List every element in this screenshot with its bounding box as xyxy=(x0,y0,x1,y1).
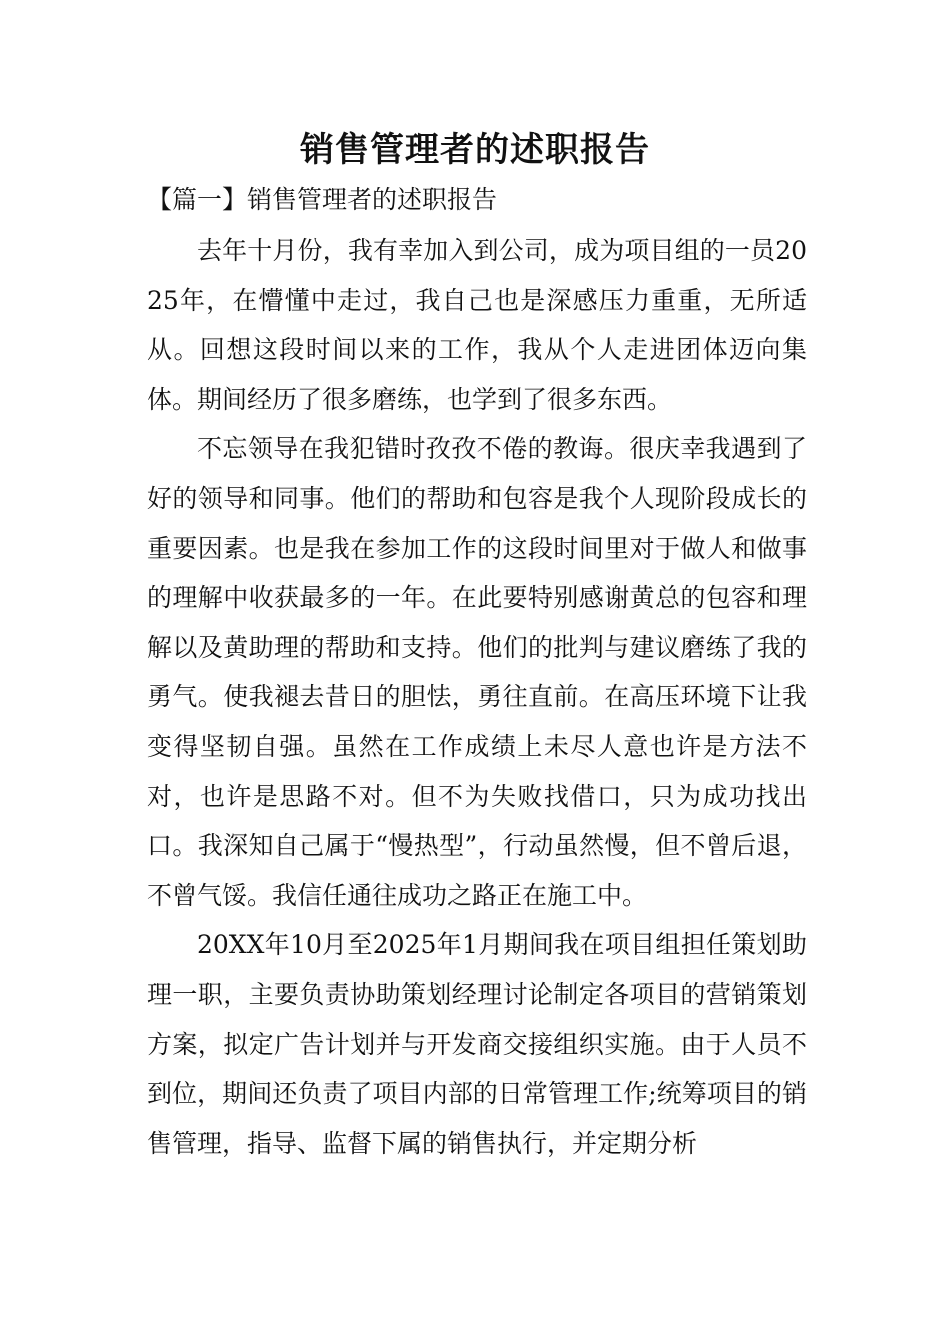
document-title: 销售管理者的述职报告 xyxy=(300,130,650,170)
paragraph: 20XX年10月至2025年1月期间我在项目组担任策划助理一职，主要负责协助策划经理讨论制定各项目的营销策划方案，拟定广告计划并与开发商交接组织实施。由于人员不到位，期间还负责了项目内部的日常管理工作;统筹项目的销售管理，指导、监督下属的销售执行，并定期分析 xyxy=(147,930,807,1158)
paragraph: 不忘领导在我犯错时孜孜不倦的教诲。很庆幸我遇到了好的领导和同事。他们的帮助和包容是我个人现阶段成长的重要因素。也是我在参加工作的这段时间里对于做人和做事的理解中收获最多的一年。在此要特别感谢黄总的包容和理解以及黄助理的帮助和支持。他们的批判与建议磨练了我的勇气。使我褪去昔日的胆怯，勇往直前。在高压环境下让我变得坚韧自强。虽然在工作成绩上未尽人意也许是方法不对，也许是思路不对。但不为失败找借口，只为成功找出口。我深知自己属于“慢热型”，行动虽然慢，但不曾后退，不曾气馁。我信任通往成功之路正在施工中。 xyxy=(147,434,807,910)
paragraph: 去年十月份，我有幸加入到公司，成为项目组的一员2025年，在懵懂中走过，我自己也是深感压力重重，无所适从。回想这段时间以来的工作，我从个人走进团体迈向集体。期间经历了很多磨练，也学到了很多东西。 xyxy=(147,236,807,414)
document-body xyxy=(147,226,807,1168)
section-heading: 【篇一】销售管理者的述职报告 xyxy=(147,185,498,214)
